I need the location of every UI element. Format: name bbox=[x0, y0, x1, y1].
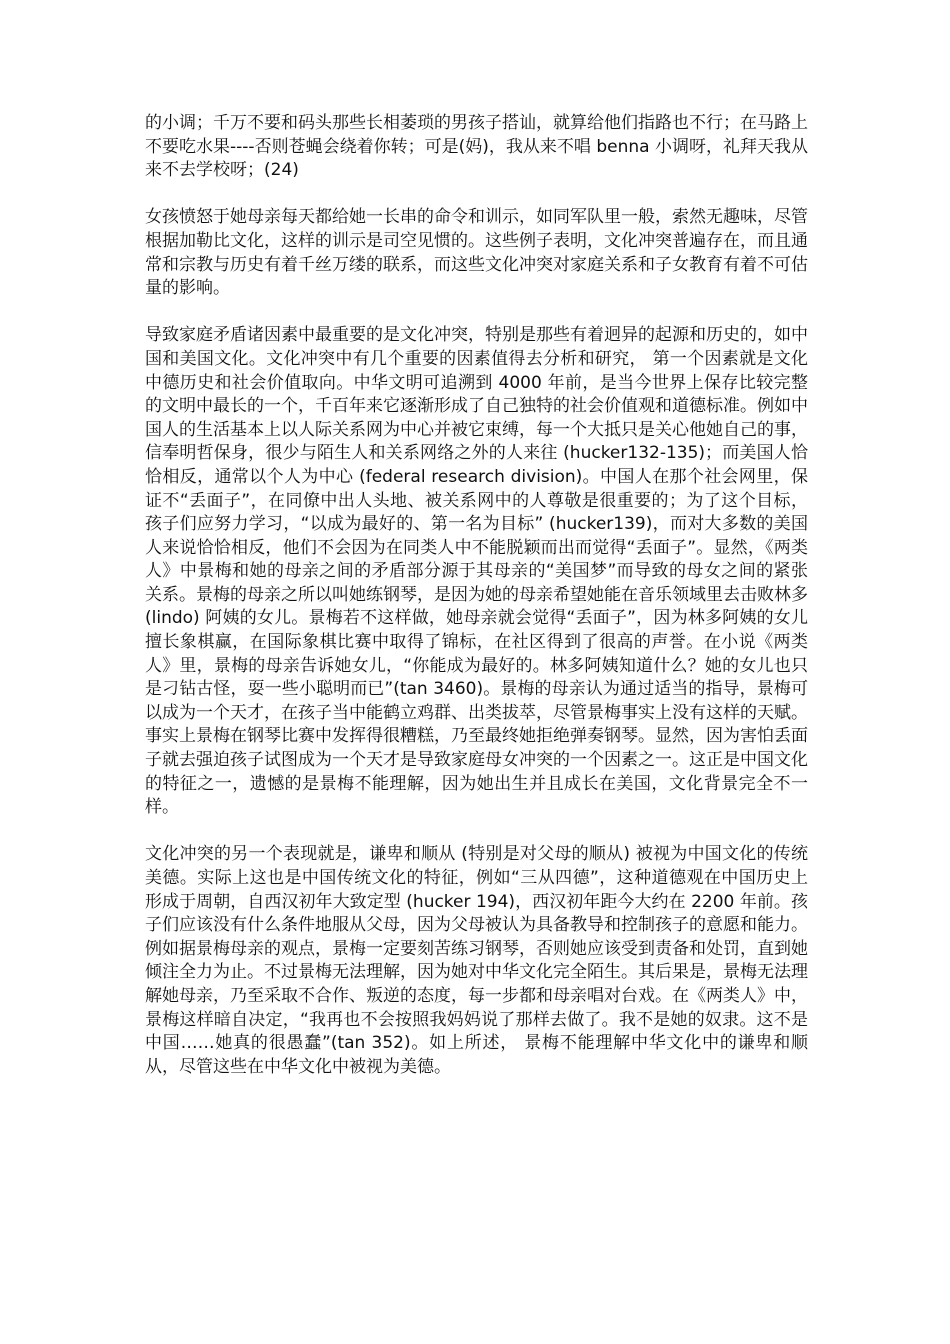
body-paragraph-2: 女孩愤怒于她母亲每天都给她一长串的命令和训示，如同军队里一般，索然无趣味，尽管根据加勒比文化，这样的训示是司空见惯的。这些例子表明，文化冲突普遍存在，而且通常和宗教与历史有着千丝万缕的联系，而这些文化冲突对家庭关系和子女教育有着不可估量的影响。 bbox=[145, 207, 808, 299]
body-paragraph-3: 导致家庭矛盾诸因素中最重要的是文化冲突，特别是那些有着迥异的起源和历史的，如中国和美国文化。文化冲突中有几个重要的因素值得去分析和研究， 第一个因素就是文化中德历史和社会价值取向。中华文明可追溯到 4000 年前，是当今世界上保存比较完整的文明中最长的一个，千百年来它逐渐形成了自己独特的社会价值观和道德标准。例如中国人的生活基本上以人际关系网为中心并被它束缚，每一个大抵只是关心他她自己的事，信奉明哲保身，很少与陌生人和关系网络之外的人来往 (hucker132-135)；而美国人恰恰相反，通常以个人为中心 (federal research division)。中国人在那个社会网里，保证不“丢面子”，在同僚中出人头地、被关系网中的人尊敬是很重要的；为了这个目标，孩子们应努力学习，“以成为最好的、第一名为目标” (hucker139)，而对大多数的美国人来说恰恰相反，他们不会因为在同类人中不能脱颖而出而觉得“丢面子”。显然，《两类人》中景梅和她的母亲之间的矛盾部分源于其母亲的“美国梦”而导致的母女之间的紧张关系。景梅的母亲之所以叫她练钢琴，是因为她的母亲希望她能在音乐领域里去击败林多 (lindo) 阿姨的女儿。景梅若不这样做，她母亲就会觉得“丢面子”，因为林多阿姨的女儿擅长象棋赢，在国际象棋比赛中取得了锦标，在社区得到了很高的声誉。在小说《两类人》里，景梅的母亲告诉她女儿，“你能成为最好的。林多阿姨知道什么？她的女儿也只是刁钻古怪，耍一些小聪明而已”(tan 3460)。景梅的母亲认为通过适当的指导，景梅可以成为一个天才，在孩子当中能鹤立鸡群、出类拔萃，尽管景梅事实上没有这样的天赋。事实上景梅在钢琴比赛中发挥得很糟糕，乃至最终她拒绝弹奏钢琴。显然，因为害怕丢面子就去强迫孩子试图成为一个天才是导致家庭母女冲突的一个因素之一。这正是中国文化的特征之一，遗憾的是景梅不能理解，因为她出生并且成长在美国，文化背景完全不一样。 bbox=[145, 325, 808, 818]
body-paragraph-1: 的小调；千万不要和码头那些长相萎琐的男孩子搭讪，就算给他们指路也不行；在马路上不要吃水果----否则苍蝇会绕着你转；可是(妈)，我从来不唱 benna 小调呀，礼拜天我从来不去学校呀；(24) bbox=[145, 113, 808, 181]
body-paragraph-4: 文化冲突的另一个表现就是，谦卑和顺从 (特别是对父母的顺从) 被视为中国文化的传统美德。实际上这也是中国传统文化的特征，例如“三从四德”，这种道德观在中国历史上形成于周朝，自西汉初年大致定型 (hucker 194)，西汉初年距今大约在 2200 年前。孩子们应该没有什么条件地服从父母，因为父母被认为具备教导和控制孩子的意愿和能力。例如据景梅母亲的观点，景梅一定要刻苦练习钢琴，否则她应该受到责备和处罚，直到她倾注全力为止。不过景梅无法理解，因为她对中华文化完全陌生。其后果是，景梅无法理解她母亲，乃至采取不合作、叛逆的态度，每一步都和母亲唱对台戏。在《两类人》中，景梅这样暗自决定，“我再也不会按照我妈妈说了那样去做了。我不是她的奴隶。这不是中国……她真的很愚蠢”(tan 352)。如上所述， 景梅不能理解中华文化中的谦卑和顺从，尽管这些在中华文化中被视为美德。 bbox=[145, 844, 808, 1077]
document-page bbox=[145, 112, 808, 1103]
